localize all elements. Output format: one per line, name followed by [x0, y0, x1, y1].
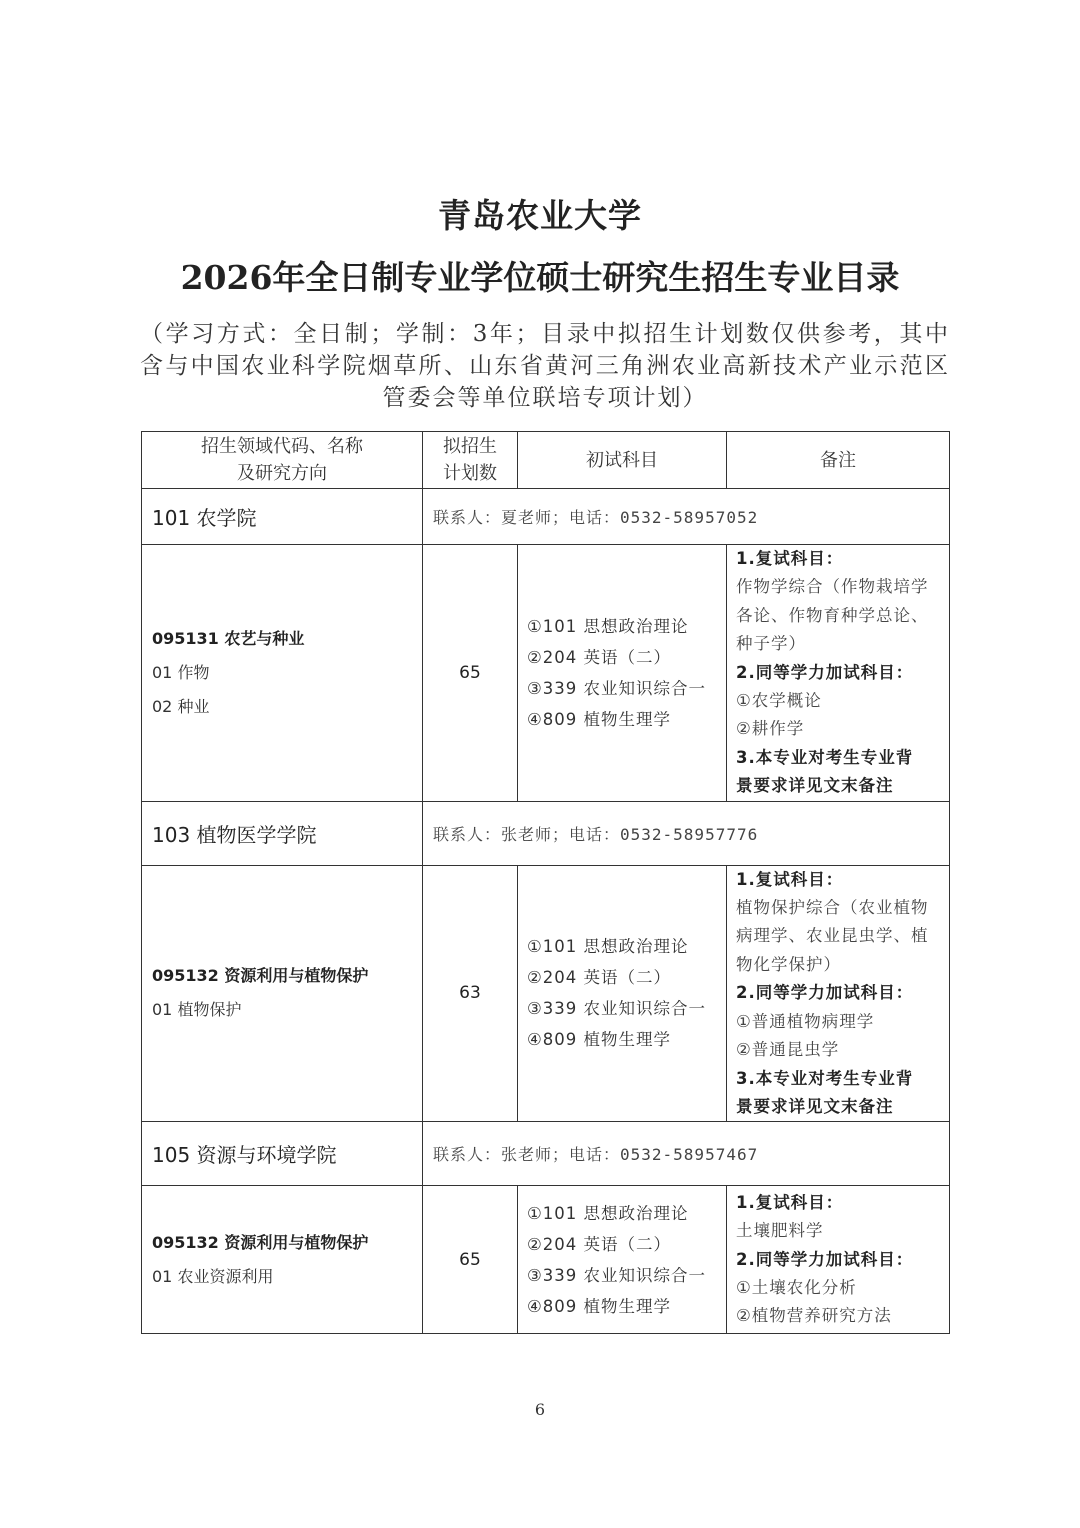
extra-exam-line: ②耕作学 [736, 719, 805, 739]
exam-subject: ②204 英语（二） [527, 647, 672, 667]
header-field-line2: 及研究方向 [237, 463, 327, 484]
extra-exam-line: ①农学概论 [736, 691, 822, 711]
page-number: 6 [534, 1400, 546, 1419]
retest-line: 物化学保护） [736, 954, 841, 974]
exam-subject: ③339 农业知识综合一 [527, 999, 707, 1019]
header-plan [423, 432, 518, 489]
department-name: 101 农学院 [142, 489, 423, 545]
study-mode-note: （学习方式：全日制；学制：3年；目录中拟招生计划数仅供参考，其中含与中国农业科学院烟草所、山东省黄河三角洲农业高新技术产业示范区管委会等单位联培专项计划） [140, 321, 950, 411]
department-contact: 联系人：张老师；电话：0532-58957776 [423, 801, 950, 865]
requirement-line: 3.本专业对考生专业背 [736, 747, 914, 767]
department-contact: 联系人：张老师；电话：0532-58957467 [423, 1122, 950, 1186]
retest-line: 病理学、农业昆虫学、植 [736, 926, 929, 946]
header-plan-line2: 计划数 [443, 463, 497, 484]
program-row [142, 545, 950, 802]
retest-line: 土壤肥料学 [736, 1221, 824, 1241]
research-direction: 01 作物 [152, 662, 210, 682]
exam-subject: ①101 思想政治理论 [527, 1203, 689, 1223]
department-contact: 联系人：夏老师；电话：0532-58957052 [423, 489, 950, 545]
extra-exam-title: 2.同等学力加试科目： [736, 662, 914, 682]
retest-line: 种子学） [736, 634, 806, 654]
department-row [142, 801, 950, 865]
extra-exam-title: 2.同等学力加试科目： [736, 983, 914, 1003]
department-name: 105 资源与环境学院 [142, 1122, 423, 1186]
retest-line: 植物保护综合（农业植物 [736, 898, 929, 918]
header-plan-line1: 拟招生 [443, 436, 497, 457]
document-title: 青岛农业大学 [438, 196, 642, 235]
extra-exam-line: ①普通植物病理学 [736, 1011, 875, 1031]
program-name: 095131 农艺与种业 [152, 628, 305, 648]
exam-subject: ④809 植物生理学 [527, 709, 672, 729]
retest-title: 1.复试科目： [736, 549, 844, 568]
program-cell [142, 1186, 423, 1334]
research-direction: 02 种业 [152, 696, 210, 716]
program-name: 095132 资源利用与植物保护 [152, 1232, 369, 1252]
header-subjects: 初试科目 [518, 432, 727, 489]
program-row [142, 865, 950, 1122]
program-catalog-table [141, 431, 950, 1334]
department-name: 103 植物医学学院 [142, 801, 423, 865]
exam-subject: ③339 农业知识综合一 [527, 1265, 707, 1285]
research-direction: 01 农业资源利用 [152, 1266, 274, 1286]
exam-subjects [518, 1186, 727, 1334]
plan-count: 65 [423, 1186, 518, 1334]
department-row [142, 489, 950, 545]
requirement-line: 景要求详见文末备注 [736, 1096, 894, 1116]
retest-title: 1.复试科目： [736, 1192, 844, 1212]
program-cell [142, 865, 423, 1122]
exam-subjects [518, 545, 727, 802]
research-direction: 01 植物保护 [152, 1000, 242, 1020]
program-notes [727, 1186, 950, 1334]
retest-title: 1.复试科目： [736, 869, 844, 889]
exam-subject: ①101 思想政治理论 [527, 937, 689, 957]
requirement-line: 3.本专业对考生专业背 [736, 1068, 914, 1088]
retest-line: 作物学综合（作物栽培学 [736, 577, 929, 597]
program-row [142, 1186, 950, 1334]
exam-subject: ③339 农业知识综合一 [527, 678, 707, 698]
exam-subject: ④809 植物生理学 [527, 1296, 672, 1316]
program-notes [727, 865, 950, 1122]
exam-subject: ①101 思想政治理论 [527, 616, 689, 636]
requirement-line: 景要求详见文末备注 [736, 776, 894, 796]
program-notes [727, 545, 950, 802]
extra-exam-line: ②植物营养研究方法 [736, 1306, 892, 1326]
exam-subject: ②204 英语（二） [527, 968, 672, 988]
program-cell [142, 545, 423, 802]
extra-exam-line: ①土壤农化分析 [736, 1278, 857, 1298]
table-header-row [142, 432, 950, 489]
retest-line: 各论、作物育种学总论、 [736, 605, 929, 625]
exam-subject: ②204 英语（二） [527, 1234, 672, 1254]
plan-count: 63 [423, 865, 518, 1122]
header-field-line1: 招生领域代码、名称 [201, 436, 363, 457]
plan-count: 65 [423, 545, 518, 802]
exam-subject: ④809 植物生理学 [527, 1030, 672, 1050]
extra-exam-line: ②普通昆虫学 [736, 1040, 840, 1060]
document-subtitle-heading: 2026年全日制专业学位硕士研究生招生专业目录 [180, 258, 900, 297]
program-name: 095132 资源利用与植物保护 [152, 966, 369, 986]
header-notes: 备注 [727, 432, 950, 489]
exam-subjects [518, 865, 727, 1122]
extra-exam-title: 2.同等学力加试科目： [736, 1249, 914, 1269]
department-row [142, 1122, 950, 1186]
header-field [142, 432, 423, 489]
